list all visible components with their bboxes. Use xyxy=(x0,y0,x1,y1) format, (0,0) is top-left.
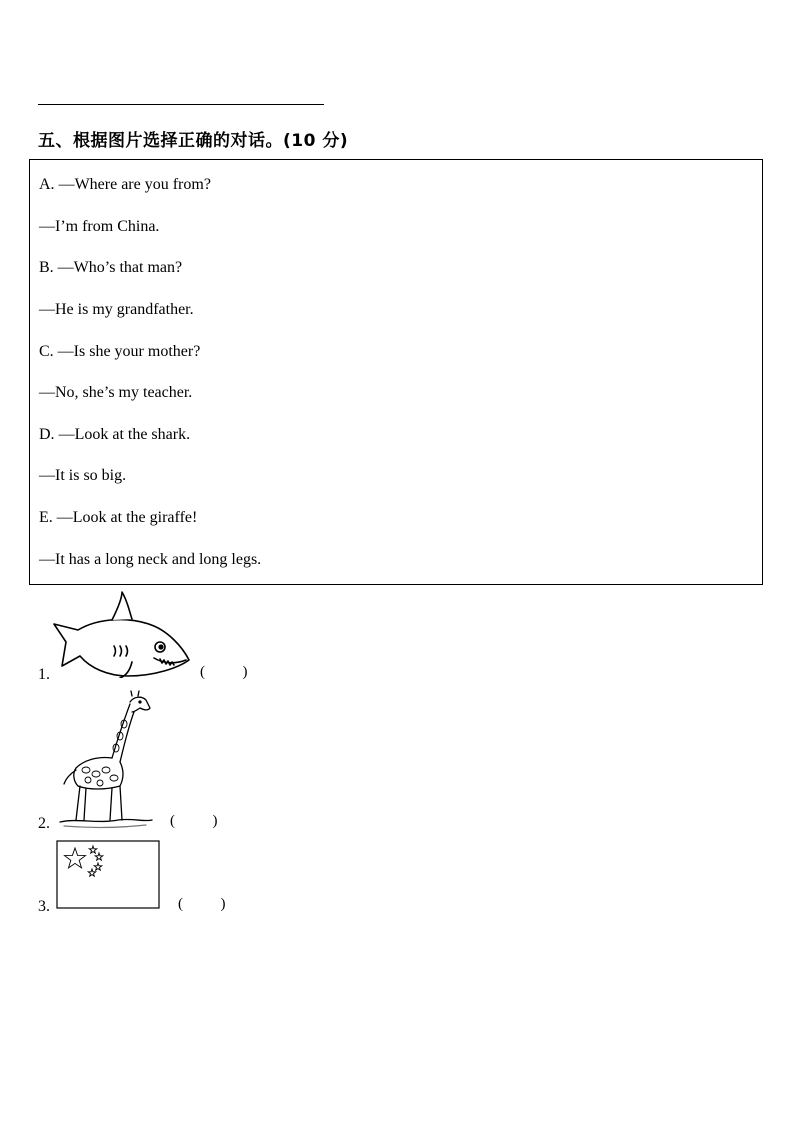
option-a-line1: A. —Where are you from? xyxy=(39,176,211,193)
option-e-line2: —It has a long neck and long legs. xyxy=(39,551,262,568)
option-c-line1: C. —Is she your mother? xyxy=(39,343,201,360)
section-title: 五、根据图片选择正确的对话。(10 分) xyxy=(38,131,349,151)
option-b-line2: —He is my grandfather. xyxy=(39,301,194,318)
giraffe-icon xyxy=(58,690,154,830)
option-a-line2: —I’m from China. xyxy=(39,218,160,235)
question-3-number: 3. xyxy=(38,898,50,915)
question-1-answer-blank[interactable]: ( ) xyxy=(200,664,248,680)
option-b-line1: B. —Who’s that man? xyxy=(39,259,183,276)
option-d-line2: —It is so big. xyxy=(39,467,127,484)
question-3-answer-blank[interactable]: ( ) xyxy=(178,896,226,912)
question-2-number: 2. xyxy=(38,815,50,832)
flag-china-icon xyxy=(56,840,160,910)
option-d-line1: D. —Look at the shark. xyxy=(39,426,191,443)
question-2-answer-blank[interactable]: ( ) xyxy=(170,813,218,829)
shark-icon xyxy=(50,590,192,678)
option-c-line2: —No, she’s my teacher. xyxy=(39,384,193,401)
options-box xyxy=(29,159,763,585)
option-e-line1: E. —Look at the giraffe! xyxy=(39,509,198,526)
top-divider xyxy=(38,104,324,105)
question-1-number: 1. xyxy=(38,666,50,683)
